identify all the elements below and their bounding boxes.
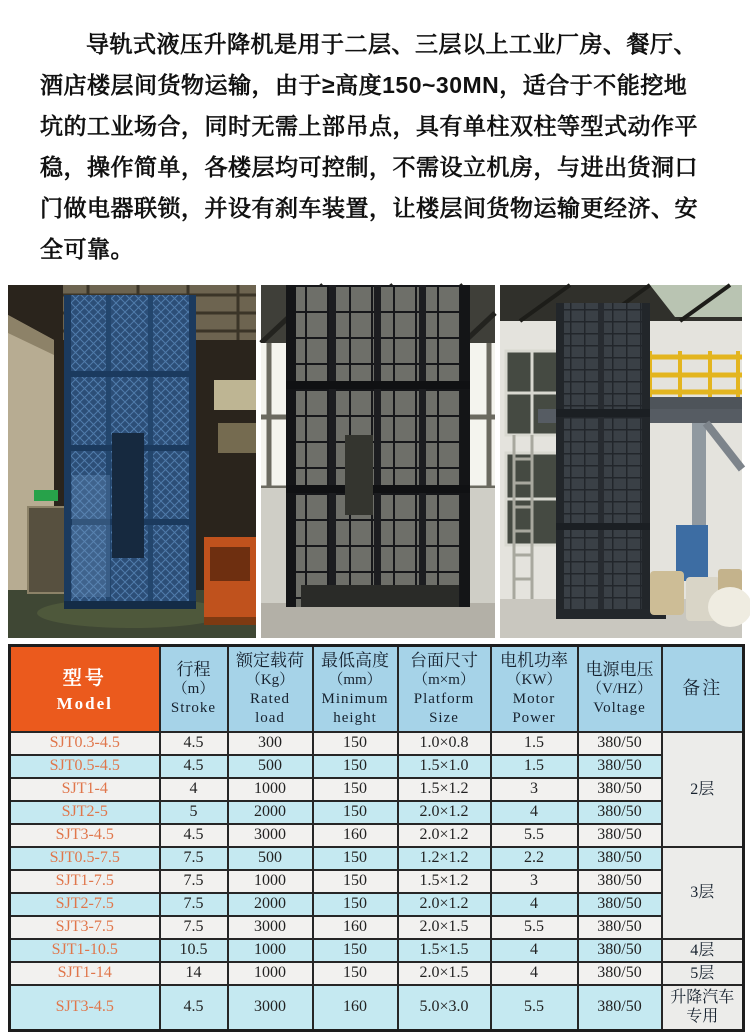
cell-load: 500	[228, 755, 313, 778]
cell-power: 1.5	[491, 755, 578, 778]
cell-min-height: 160	[313, 824, 398, 847]
photo-grey-lift-illustration	[500, 285, 742, 638]
table-row	[10, 801, 744, 824]
cell-platform: 2.0×1.5	[398, 916, 491, 939]
col-header-min-height: 最低高度 （mm） Minimum height	[313, 646, 398, 732]
cell-power: 1.5	[491, 732, 578, 755]
table-row	[10, 985, 744, 1031]
cell-stroke: 7.5	[160, 870, 228, 893]
cell-model: SJT0.3-4.5	[10, 732, 160, 755]
cell-model: SJT3-4.5	[10, 985, 160, 1031]
col-header-model	[10, 646, 160, 732]
cell-platform: 2.0×1.2	[398, 801, 491, 824]
cell-min-height: 160	[313, 916, 398, 939]
table-row	[10, 755, 744, 778]
cell-load: 2000	[228, 801, 313, 824]
cell-min-height: 160	[313, 985, 398, 1031]
cell-stroke: 4.5	[160, 732, 228, 755]
cell-model: SJT3-4.5	[10, 824, 160, 847]
cell-stroke: 4	[160, 778, 228, 801]
table-row	[10, 870, 744, 893]
table-row	[10, 847, 744, 870]
cell-power: 4	[491, 801, 578, 824]
cell-load: 2000	[228, 893, 313, 916]
cell-model: SJT1-10.5	[10, 939, 160, 962]
cell-voltage: 380/50	[578, 755, 662, 778]
photo-blue-lift-indoor	[8, 285, 256, 638]
cell-model: SJT2-7.5	[10, 893, 160, 916]
table-row	[10, 824, 744, 847]
cell-model: SJT0.5-7.5	[10, 847, 160, 870]
cell-power: 4	[491, 893, 578, 916]
cell-platform: 1.5×1.2	[398, 870, 491, 893]
cell-remark-2f: 2层	[662, 732, 744, 847]
cell-power: 4	[491, 962, 578, 985]
cell-stroke: 7.5	[160, 893, 228, 916]
col-header-remark: 备注	[662, 646, 744, 732]
cell-load: 3000	[228, 916, 313, 939]
col-header-motor-power: 电机功率 （KW） Motor Power	[491, 646, 578, 732]
cell-min-height: 150	[313, 939, 398, 962]
cell-platform: 5.0×3.0	[398, 985, 491, 1031]
photo-black-lift-illustration	[261, 285, 495, 638]
cell-power: 5.5	[491, 916, 578, 939]
cell-platform: 1.0×0.8	[398, 732, 491, 755]
table-row	[10, 939, 744, 962]
cell-load: 1000	[228, 962, 313, 985]
cell-model: SJT1-14	[10, 962, 160, 985]
cell-remark-4f: 4层	[662, 939, 744, 962]
cell-min-height: 150	[313, 962, 398, 985]
cell-min-height: 150	[313, 732, 398, 755]
intro-paragraph: 导轨式液压升降机是用于二层、三层以上工业厂房、餐厅、酒店楼层间货物运输，由于≥高度150~30MN，适合于不能挖地坑的工业场合，同时无需上部吊点，具有单柱双柱等型式动作平稳，操作简单，各楼层均可控制，不需设立机房，与进出货洞口门做电器联锁，并设有刹车装置，让楼层间货物运输更经济、安全可靠。	[40, 31, 698, 262]
cell-platform: 2.0×1.2	[398, 893, 491, 916]
table-header-row	[10, 646, 744, 732]
cell-min-height: 150	[313, 870, 398, 893]
cell-power: 4	[491, 939, 578, 962]
cell-platform: 1.5×1.0	[398, 755, 491, 778]
col-header-model-en: Model	[56, 694, 113, 714]
cell-platform: 1.5×1.2	[398, 778, 491, 801]
cell-power: 2.2	[491, 847, 578, 870]
cell-model: SJT1-4	[10, 778, 160, 801]
col-header-platform-size: 台面尺寸 （m×m） Platform Size	[398, 646, 491, 732]
col-header-voltage: 电源电压 （V/HZ） Voltage	[578, 646, 662, 732]
cell-remark-3f: 3层	[662, 847, 744, 939]
cell-voltage: 380/50	[578, 847, 662, 870]
spec-table	[8, 644, 745, 1032]
cell-remark-car-lift: 升降汽车专用	[662, 985, 744, 1031]
photo-grey-lift-mezzanine	[500, 285, 742, 638]
cell-voltage: 380/50	[578, 893, 662, 916]
cell-stroke: 4.5	[160, 755, 228, 778]
cell-stroke: 7.5	[160, 847, 228, 870]
cell-stroke: 7.5	[160, 916, 228, 939]
cell-voltage: 380/50	[578, 939, 662, 962]
cell-platform: 2.0×1.2	[398, 824, 491, 847]
cell-voltage: 380/50	[578, 962, 662, 985]
photo-black-lift-workshop	[261, 285, 495, 638]
cell-load: 1000	[228, 939, 313, 962]
cell-min-height: 150	[313, 778, 398, 801]
cell-model: SJT1-7.5	[10, 870, 160, 893]
cell-remark-5f: 5层	[662, 962, 744, 985]
cell-stroke: 14	[160, 962, 228, 985]
cell-load: 1000	[228, 870, 313, 893]
cell-load: 300	[228, 732, 313, 755]
table-row	[10, 778, 744, 801]
cell-load: 500	[228, 847, 313, 870]
cell-power: 5.5	[491, 824, 578, 847]
cell-model: SJT3-7.5	[10, 916, 160, 939]
cell-min-height: 150	[313, 847, 398, 870]
cell-voltage: 380/50	[578, 732, 662, 755]
table-row	[10, 962, 744, 985]
cell-voltage: 380/50	[578, 778, 662, 801]
col-header-rated-load: 额定载荷 （Kg） Rated load	[228, 646, 313, 732]
cell-voltage: 380/50	[578, 916, 662, 939]
cell-power: 3	[491, 870, 578, 893]
cell-voltage: 380/50	[578, 985, 662, 1031]
product-photos	[8, 285, 742, 638]
table-row	[10, 893, 744, 916]
cell-min-height: 150	[313, 801, 398, 824]
table-row	[10, 732, 744, 755]
cell-load: 1000	[228, 778, 313, 801]
col-header-model-zh: 型号	[62, 668, 107, 690]
cell-platform: 1.5×1.5	[398, 939, 491, 962]
col-header-stroke: 行程 （m） Stroke	[160, 646, 228, 732]
cell-stroke: 10.5	[160, 939, 228, 962]
cell-min-height: 150	[313, 755, 398, 778]
cell-model: SJT2-5	[10, 801, 160, 824]
photo-blue-lift-illustration	[8, 285, 256, 638]
cell-stroke: 5	[160, 801, 228, 824]
cell-platform: 2.0×1.5	[398, 962, 491, 985]
cell-load: 3000	[228, 824, 313, 847]
cell-voltage: 380/50	[578, 870, 662, 893]
cell-power: 5.5	[491, 985, 578, 1031]
cell-power: 3	[491, 778, 578, 801]
table-row	[10, 916, 744, 939]
cell-model: SJT0.5-4.5	[10, 755, 160, 778]
cell-stroke: 4.5	[160, 824, 228, 847]
cell-voltage: 380/50	[578, 824, 662, 847]
cell-platform: 1.2×1.2	[398, 847, 491, 870]
cell-stroke: 4.5	[160, 985, 228, 1031]
cell-load: 3000	[228, 985, 313, 1031]
cell-voltage: 380/50	[578, 801, 662, 824]
cell-min-height: 150	[313, 893, 398, 916]
